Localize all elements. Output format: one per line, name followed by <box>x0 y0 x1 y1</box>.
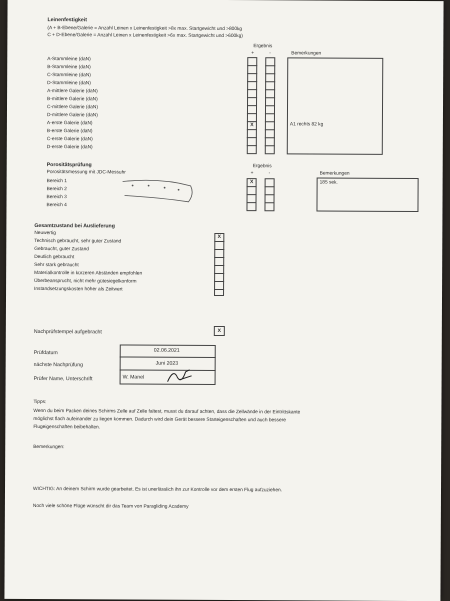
lines-remarks-label: Bemerkungen <box>291 51 322 57</box>
porosity-plus-label: + <box>250 171 254 177</box>
inspector-label: Prüfer Name, Unterschrift <box>33 376 93 383</box>
lines-minus-label: - <box>269 51 271 57</box>
tips-line: möglichst flach aufeinander zu liegen kommen. Dadurch wird dein Gerät bessere Starteigenschaften und auch bessere <box>33 417 286 424</box>
next-inspection-label: nächste Nachprüfung <box>33 362 84 369</box>
lines-item: A-Stammleine (daN) <box>47 57 91 63</box>
lines-item: A-erste Galerie (daN) <box>46 121 93 127</box>
porosity-remarks-note: 185 sek. <box>319 180 338 186</box>
lines-plus-label: + <box>251 51 255 57</box>
lines-item: C-erste Galerie (daN) <box>46 137 93 143</box>
stamp-checkbox-mark: X <box>217 327 222 334</box>
lines-item: A-mittlere Galerie (daN) <box>47 89 98 95</box>
porosity-remarks-label: Bemerkungen <box>319 171 350 177</box>
overall-title: Gesamtzustand bei Auslieferung <box>34 223 115 230</box>
remarks-label: Bemerkungen: <box>33 445 65 451</box>
tips-line: Flugeigenschaften beibehalten. <box>33 425 101 431</box>
lines-item: B-erste Galerie (daN) <box>46 129 93 135</box>
tips-line: Wenn du beim Packen deines Schirms Zelle auf Zelle faltest, musst du darauf achten, dass die Zellwände in der Eintrittskante <box>33 409 301 416</box>
warning-text: WICHTIG: An deinem Schirm wurde gearbeitet. Es ist unerlässlich ihn zur Kontrolle vor dem ersten Flug aufzuziehen. <box>32 487 283 494</box>
signature-icon <box>166 366 194 386</box>
porosity-ergebnis-label: Ergebnis <box>252 164 272 170</box>
lines-item: D-mittlere Galerie (daN) <box>46 113 98 119</box>
overall-checkbox-mark: X <box>217 233 222 240</box>
inspector-name: W. Manel <box>122 374 145 381</box>
next-inspection-value: Juni 2023 <box>155 360 179 367</box>
overall-item: Sehr stark gebraucht <box>34 263 79 269</box>
overall-item: Materialkontrolle in kürzeren Abständen empfohlen <box>34 271 143 277</box>
lines-item: C-Stammleine (daN) <box>47 73 91 79</box>
date-value: 02.06.2021 <box>153 347 180 354</box>
tips-label: Tipps: <box>33 400 47 406</box>
porosity-area: Bereich 2 <box>46 187 67 193</box>
porosity-subtitle: Porositätsmessung mit JDC-Messuhr <box>46 170 126 176</box>
porosity-checkbox-mark: X <box>249 179 254 186</box>
lines-item: C-mittlere Galerie (daN) <box>46 105 98 111</box>
wing-sketch-icon <box>120 175 196 205</box>
porosity-area: Bereich 4 <box>46 203 67 209</box>
lines-item: B-Stammleine (daN) <box>47 65 91 71</box>
date-label: Prüfdatum <box>33 350 58 357</box>
overall-item: Gebraucht, guter Zustand <box>34 247 89 253</box>
overall-item: Überbeansprucht, nicht mehr gütesiegelkonform <box>34 279 137 285</box>
overall-item: Deutlich gebraucht <box>34 255 75 261</box>
closing-text: Noch viele schöne Flüge wünscht dir das Team von Paragliding Academy <box>32 504 189 510</box>
porosity-area: Bereich 3 <box>46 195 67 201</box>
stamp-label: Nachprüfstempel aufgebracht <box>33 329 102 336</box>
porosity-title: Porositätsprüfung <box>46 162 92 169</box>
overall-item: Instandsetzungskosten höher als Zeitwert <box>34 287 123 293</box>
overall-item: Neuwertig <box>34 231 56 237</box>
lines-rule-a: (A + B-Ebene/Galerie = Anzahl Leinen x Leinenfestigkeit >8x max. Startgewicht und >800kg <box>47 26 243 33</box>
lines-rule-c: C + D-Ebene/Galerie = Anzahl Leinen x Leinenfestigkeit >6x max. Startgewicht und >600kg) <box>47 33 243 40</box>
porosity-area: Bereich 1 <box>46 179 67 185</box>
overall-item: Technisch gebraucht, sehr guter Zustand <box>34 239 122 245</box>
lines-item: D-Stammleine (daN) <box>47 81 91 87</box>
lines-title: Leinenfestigkeit <box>47 17 87 24</box>
lines-remarks-note: A1 rechts 82 kg <box>289 122 324 128</box>
lines-item: D-erste Galerie (daN) <box>46 145 93 151</box>
porosity-minus-label: - <box>268 171 271 177</box>
lines-remarks-box <box>287 57 384 155</box>
lines-checkbox-mark: X <box>250 122 254 129</box>
lines-item: B-mittlere Galerie (daN) <box>47 97 98 103</box>
inspection-sheet <box>4 0 443 601</box>
lines-ergebnis-label: Ergebnis <box>253 44 273 50</box>
